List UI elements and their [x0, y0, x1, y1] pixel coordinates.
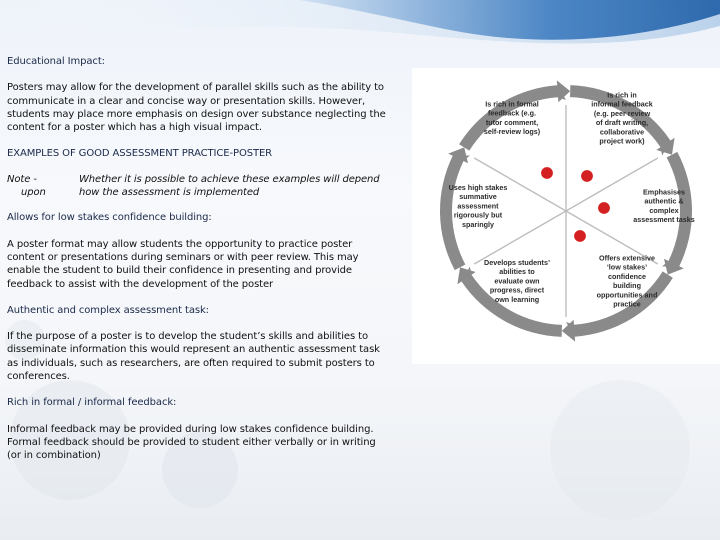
feedback-heading: Rich in formal / informal feedback:	[7, 397, 177, 409]
highlight-dot	[581, 170, 594, 183]
text-column	[7, 55, 392, 463]
segment-label-line: collaborative	[599, 127, 645, 137]
segment-label-line: progress, direct	[489, 285, 545, 295]
feedback-body: Informal feedback may be provided during low stakes confidence building. Formal feedback should be provided to student either verbally or in writing (or in combination)	[7, 423, 376, 462]
authentic-body: If the purpose of a poster is to develop the student’s skills and abilities to disseminate information this would represent an authentic assessment task as individuals, such as researchers, are often required to submit posters to conferences.	[7, 331, 380, 383]
segment-label-line: authentic &	[644, 196, 684, 206]
segment-label-line: opportunities and	[596, 290, 658, 300]
note-label-line-2: upon	[21, 187, 46, 199]
segment-label-line: project work)	[599, 136, 645, 146]
segment-label-line: sparingly	[462, 219, 494, 229]
segment-label-line: self-review logs)	[483, 127, 541, 137]
segment-label-line: assessment tasks	[633, 215, 695, 225]
assessment-cycle-diagram	[412, 68, 720, 364]
cycle-svg	[412, 68, 720, 364]
segment-label	[484, 100, 541, 137]
segment-label-line: confidence	[608, 271, 646, 281]
authentic-heading: Authentic and complex assessment task:	[7, 304, 209, 316]
note-label-line-1: Note -	[7, 173, 37, 185]
segment-label-line: Is rich in	[607, 90, 637, 100]
segment-label-line: Offers extensive	[599, 253, 655, 263]
low-stakes-heading: Allows for low stakes confidence building:	[7, 212, 212, 224]
segment-label	[449, 183, 508, 229]
segment-label-line: ‘low stakes’	[606, 262, 648, 272]
segment-label-line: feedback (e.g.	[488, 108, 536, 118]
segment-label-line: (e.g. peer review	[593, 108, 651, 118]
segment-label-line: Develops students’	[484, 258, 550, 267]
segment-label-line: complex	[649, 205, 679, 215]
segment-label-line: Uses high stakes	[448, 183, 508, 192]
highlight-dot	[541, 167, 554, 180]
segment-label-line: Emphasises	[643, 187, 685, 197]
segment-label-line: abilities to	[499, 267, 535, 277]
segment-label-line: building	[613, 281, 641, 291]
low-stakes-body: A poster format may allow students the opportunity to practice poster content or presentations during seminars or with peer review. This may enable the student to build their confidence in presenting and provide feedback to assist with the development of the poster	[7, 238, 359, 290]
segment-label-line: assessment	[457, 201, 499, 211]
segment-label-line: practice	[613, 299, 641, 309]
highlight-dot	[574, 230, 587, 243]
impact-body: Posters may allow for the development of parallel skills such as the ability to communicate in a clear and concise way or presentation skills. However, students may place more emphasis on design over substance neglecting the content for a poster which has a high visual impact.	[7, 82, 386, 134]
note-label	[7, 173, 79, 200]
segment-label-line: evaluate own	[494, 276, 540, 286]
highlight-dot	[598, 202, 611, 215]
note-text: Whether it is possible to achieve these examples will depend how the assessment is implemented	[79, 173, 380, 199]
examples-heading: EXAMPLES OF GOOD ASSESSMENT PRACTICE-POSTER	[7, 148, 273, 160]
segment-label-line: rigorously but	[453, 210, 503, 220]
segment-label-line: tutor comment,	[485, 117, 539, 127]
segment-label-line: Is rich in formal	[485, 99, 539, 109]
impact-heading: Educational Impact:	[7, 56, 105, 67]
note-row	[7, 173, 392, 200]
segment-label-line: own learning	[494, 294, 540, 304]
segment-label	[591, 91, 653, 146]
segment-label-line: of draft writing,	[595, 118, 649, 128]
segment-label-line: informal feedback	[591, 99, 653, 109]
segment-label	[484, 258, 550, 304]
segment-label-line: summative	[459, 192, 497, 202]
